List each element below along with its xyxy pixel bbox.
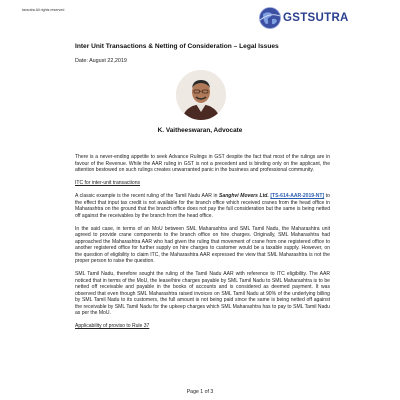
section-heading-rule-37: Applicability of proviso to Rule 37	[75, 323, 150, 329]
logo-wordmark: GSTSUTRA	[283, 12, 349, 24]
logo-globe-icon	[258, 6, 282, 30]
article-title: Inter Unit Transactions & Netting of Consideration – Legal Issues	[75, 43, 279, 50]
author-photo	[176, 70, 226, 120]
paragraph-text: to the effect that input tax credit is not available for the branch office which received cranes from the head office in Maharashtra on the ground that the branch office does not pay the full consideration but the same is being netted off against the receivables by the branch from the head office.	[75, 193, 330, 219]
case-citation-link[interactable]: [TS-614-AAR-2019-NT]	[270, 193, 325, 199]
article-body	[75, 154, 330, 336]
paragraph-tamil-nadu: SML Tamil Nadu, therefore sought the ruling of the Tamil Nadu AAR with reference to ITC eligibility. The AAR noticed that in terms of the MoU, the lease/hire charges payable by SML Tamil Nadu to SML Maharashtra is to be netted off receivable and payable in the books of accounts and is considered as deemed payment. It was observed that even though SML Maharashtra raised invoices on SML Tamil Nadu at 90% of the underlying billing by SML Tamil Nadu to its customers, the full amount is not being paid since the same is being netted off against the receivable by SML Tamil Nadu for the upkeep charges which SML Maharashtra has to pay to SML Tamil Nadu as per the MoU.	[75, 271, 330, 316]
intro-paragraph: There is a never-ending appetite to seek Advance Rulings in GST despite the fact that most of the rulings are in favour of the Revenue. While the AAR ruling in GST is not a precedent and is binding only on the applicant, the attention bestowed on such rulings creates unwarranted panic in the business and professional community.	[75, 154, 330, 173]
author-name: K. Vaitheeswaran, Advocate	[157, 127, 243, 134]
copyright-note: taxsutra All rights reserved	[22, 8, 65, 12]
article-date: Date: August 22,2019	[75, 58, 127, 64]
section-heading-itc: ITC for inter-unit transactions	[75, 180, 141, 186]
gstsutra-logo	[258, 6, 349, 32]
paragraph-sanghvi	[75, 193, 330, 219]
paragraph-text: A classic example is the recent ruling of the Tamil Nadu AAR in	[75, 193, 220, 199]
case-name: Sanghvi Movers Ltd.	[219, 193, 269, 199]
paragraph-mou: In the said case, in terms of an MoU between SML Maharashtra and SML Tamil Nadu, the Maharashtra unit agreed to provide crane components to the branch office on hire charges. Originally, SML Maharashtra had approached the Maharashtra AAR who had given the ruling that movement of crane from one registered office to another registered office for further supply on hire charges to customer would be a taxable supply. However, on the question of eligibility to claim ITC, the Maharashtra AAR expressed the view that SML Maharashtra is not the proper person to raise the question.	[75, 225, 330, 264]
page-number: Page 1 of 3	[186, 389, 214, 395]
